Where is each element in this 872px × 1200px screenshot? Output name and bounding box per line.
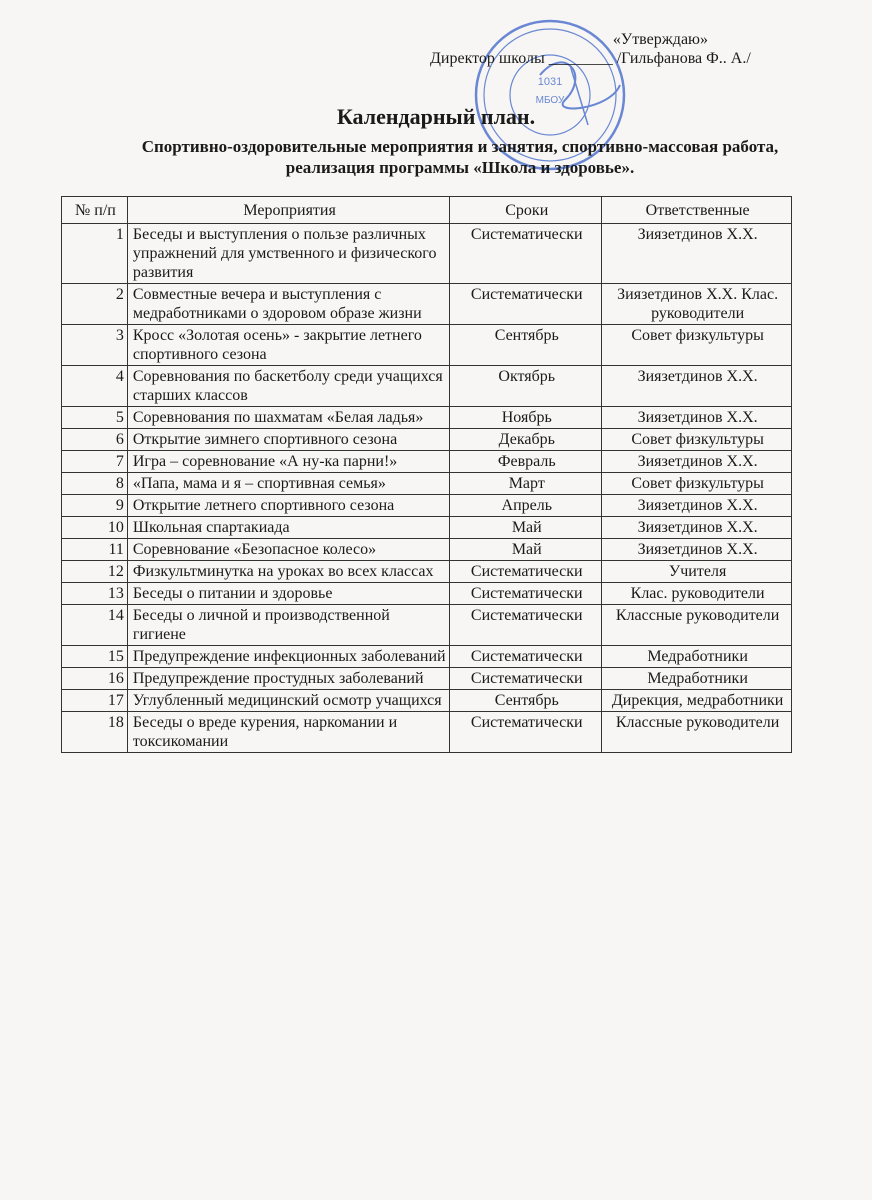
- cell-event: Соревнования по баскетболу среди учащихся старших классов: [127, 366, 449, 407]
- cell-term: Ноябрь: [450, 407, 602, 429]
- cell-event: Беседы о питании и здоровье: [127, 583, 449, 605]
- cell-num: 5: [62, 407, 128, 429]
- cell-event: Соревнование «Безопасное колесо»: [127, 539, 449, 561]
- cell-event: Предупреждение простудных заболеваний: [127, 668, 449, 690]
- table-row: [62, 668, 792, 690]
- cell-term: Систематически: [450, 561, 602, 583]
- cell-resp: Зиязетдинов Х.Х.: [602, 366, 792, 407]
- column-header-responsible: Ответственные: [602, 197, 792, 224]
- table-body: [62, 224, 792, 753]
- cell-resp: Учителя: [602, 561, 792, 583]
- cell-term: Систематически: [450, 646, 602, 668]
- table-row: [62, 429, 792, 451]
- cell-num: 7: [62, 451, 128, 473]
- cell-resp: Совет физкультуры: [602, 325, 792, 366]
- cell-num: 10: [62, 517, 128, 539]
- cell-event: Углубленный медицинский осмотр учащихся: [127, 690, 449, 712]
- table-row: [62, 539, 792, 561]
- column-header-event: Мероприятия: [127, 197, 449, 224]
- cell-num: 2: [62, 284, 128, 325]
- cell-resp: Медработники: [602, 668, 792, 690]
- cell-term: Май: [450, 517, 602, 539]
- cell-event: Совместные вечера и выступления с медработниками о здоровом образе жизни: [127, 284, 449, 325]
- cell-resp: Дирекция, медработники: [602, 690, 792, 712]
- cell-num: 13: [62, 583, 128, 605]
- table-row: [62, 517, 792, 539]
- cell-term: Систематически: [450, 712, 602, 753]
- cell-resp: Зиязетдинов Х.Х.: [602, 495, 792, 517]
- page-title: Календарный план.: [336, 104, 536, 129]
- cell-term: Систематически: [450, 284, 602, 325]
- cell-resp: Зиязетдинов Х.Х.: [602, 407, 792, 429]
- cell-term: Сентябрь: [450, 690, 602, 712]
- cell-event: Беседы о вреде курения, наркомании и токсикомании: [127, 712, 449, 753]
- table-row: [62, 284, 792, 325]
- cell-num: 6: [62, 429, 128, 451]
- page-subtitle: Спортивно-оздоровительные мероприятия и занятия, спортивно-массовая работа, реализация программы «Школа и здоровье».: [141, 137, 779, 177]
- table-row: [62, 407, 792, 429]
- table-row: [62, 605, 792, 646]
- cell-resp: Зиязетдинов Х.Х.: [602, 517, 792, 539]
- cell-resp: Зиязетдинов Х.Х.: [602, 224, 792, 284]
- cell-resp: Медработники: [602, 646, 792, 668]
- cell-event: Игра – соревнование «А ну-ка парни!»: [127, 451, 449, 473]
- cell-num: 9: [62, 495, 128, 517]
- cell-event: Кросс «Золотая осень» - закрытие летнего спортивного сезона: [127, 325, 449, 366]
- table-row: [62, 495, 792, 517]
- cell-term: Систематически: [450, 668, 602, 690]
- column-header-number: № п/п: [62, 197, 128, 224]
- table-row: [62, 583, 792, 605]
- approval-block: [430, 30, 760, 68]
- cell-event: Открытие летнего спортивного сезона: [127, 495, 449, 517]
- cell-resp: Зиязетдинов Х.Х.: [602, 451, 792, 473]
- cell-term: Февраль: [450, 451, 602, 473]
- cell-event: Школьная спартакиада: [127, 517, 449, 539]
- stamp-number: 1031: [537, 76, 563, 88]
- cell-term: Май: [450, 539, 602, 561]
- svg-text:МБОУ: МБОУ: [535, 95, 565, 106]
- cell-num: 12: [62, 561, 128, 583]
- cell-resp: Клас. руководители: [602, 583, 792, 605]
- cell-term: Март: [450, 473, 602, 495]
- table-row: [62, 561, 792, 583]
- table-row: [62, 473, 792, 495]
- cell-term: Декабрь: [450, 429, 602, 451]
- table-row: [62, 690, 792, 712]
- cell-num: 11: [62, 539, 128, 561]
- cell-event: Беседы и выступления о пользе различных упражнений для умственного и физического развития: [127, 224, 449, 284]
- cell-term: Сентябрь: [450, 325, 602, 366]
- table-row: [62, 366, 792, 407]
- cell-num: 1: [62, 224, 128, 284]
- cell-num: 4: [62, 366, 128, 407]
- cell-term: Систематически: [450, 605, 602, 646]
- cell-term: Октябрь: [450, 366, 602, 407]
- cell-term: Систематически: [450, 583, 602, 605]
- cell-resp: Зиязетдинов Х.Х.: [602, 539, 792, 561]
- cell-resp: Совет физкультуры: [602, 473, 792, 495]
- table-row: [62, 325, 792, 366]
- cell-event: Беседы о личной и производственной гигиене: [127, 605, 449, 646]
- cell-event: Предупреждение инфекционных заболеваний: [127, 646, 449, 668]
- cell-event: Соревнования по шахматам «Белая ладья»: [127, 407, 449, 429]
- cell-num: 18: [62, 712, 128, 753]
- column-header-term: Сроки: [450, 197, 602, 224]
- cell-num: 15: [62, 646, 128, 668]
- cell-resp: Классные руководители: [602, 605, 792, 646]
- plan-table: [61, 196, 792, 753]
- cell-event: Физкультминутка на уроках во всех классах: [127, 561, 449, 583]
- cell-resp: Совет физкультуры: [602, 429, 792, 451]
- cell-term: Систематически: [450, 224, 602, 284]
- cell-event: «Папа, мама и я – спортивная семья»: [127, 473, 449, 495]
- cell-resp: Классные руководители: [602, 712, 792, 753]
- approval-signature-line: Директор школы ________ /Гильфанова Ф.. А./: [430, 50, 751, 67]
- cell-term: Апрель: [450, 495, 602, 517]
- cell-num: 16: [62, 668, 128, 690]
- table-row: [62, 224, 792, 284]
- cell-num: 17: [62, 690, 128, 712]
- cell-event: Открытие зимнего спортивного сезона: [127, 429, 449, 451]
- approval-heading: «Утверждаю»: [612, 31, 708, 48]
- table-row: [62, 646, 792, 668]
- table-row: [62, 451, 792, 473]
- cell-num: 3: [62, 325, 128, 366]
- table-header-row: [62, 197, 792, 224]
- cell-resp: Зиязетдинов Х.Х. Клас. руководители: [602, 284, 792, 325]
- table-row: [62, 712, 792, 753]
- cell-num: 14: [62, 605, 128, 646]
- cell-num: 8: [62, 473, 128, 495]
